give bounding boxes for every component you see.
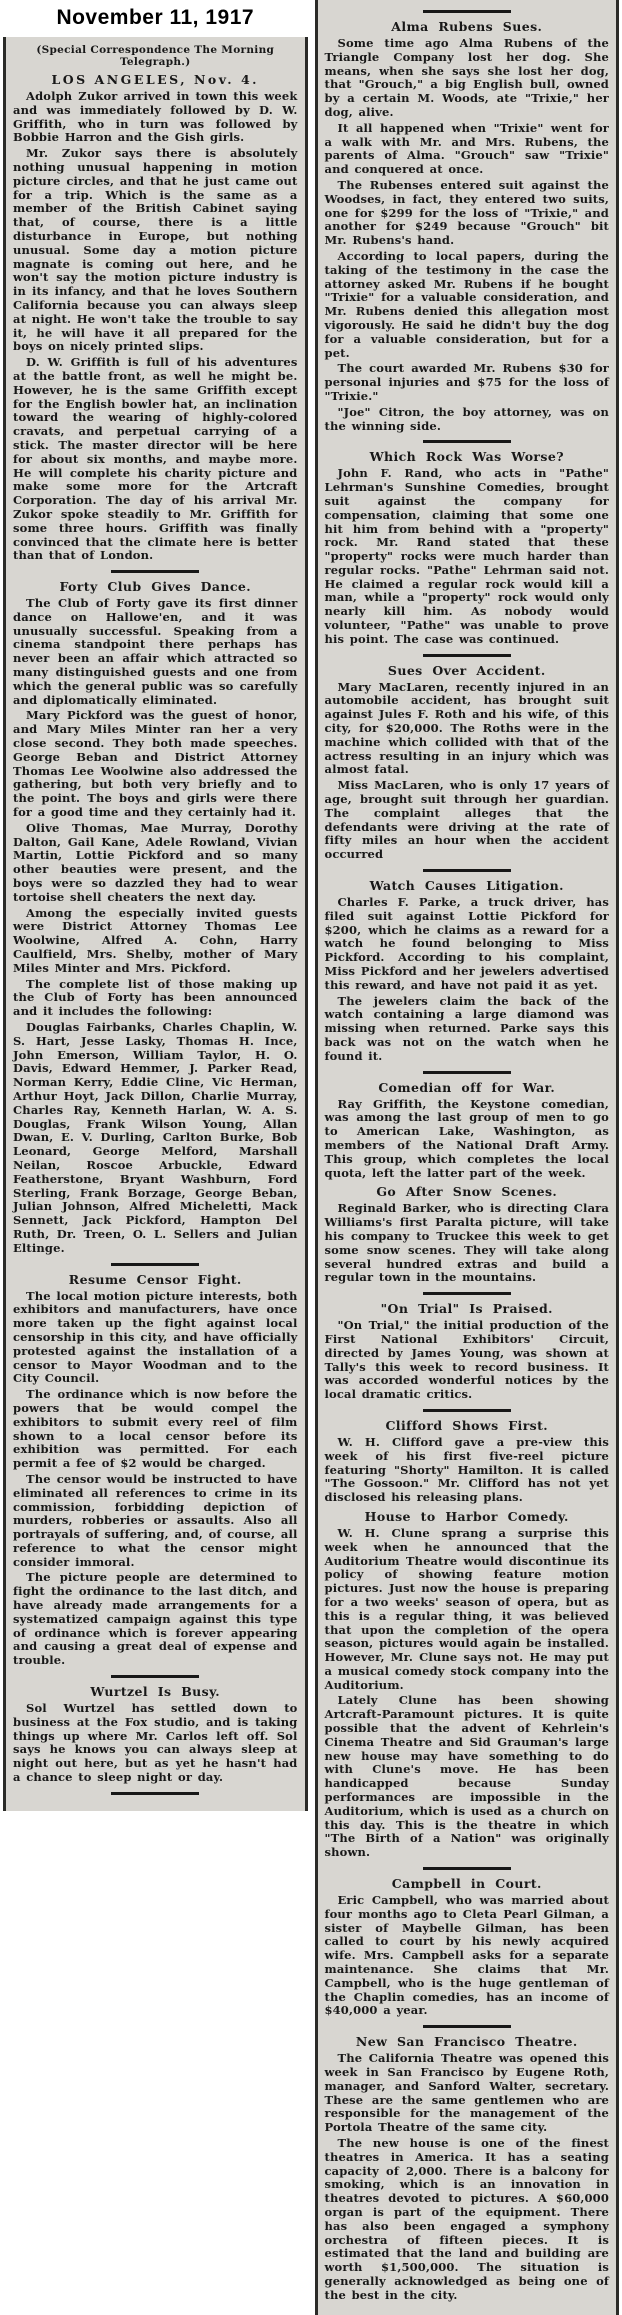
- article-paragraph: Olive Thomas, Mae Murray, Dorothy Dalton, Gail Kane, Adele Rowland, Vivian Martin, Lottie Pickford and so many other beauties were present, and the boys were so dazzled they had to wear tortoise shell cheaters the next day.: [13, 820, 298, 904]
- left-column-clipping: [3, 37, 308, 1811]
- section-divider: [423, 869, 511, 872]
- section-heading: Resume Censor Fight.: [68, 1271, 242, 1287]
- article-paragraph: The ordinance which is now before the powers that be would compel the exhibitors to submit every reel of film shown to a local censor before its exhibition was permitted. For each permit a fee of $2 would be charged.: [13, 1387, 298, 1471]
- left-column: [3, 0, 308, 2315]
- article-paragraph: The court awarded Mr. Rubens $30 for personal injuries and $75 for the loss of "Trixie.": [324, 361, 609, 403]
- right-column: [315, 0, 620, 2315]
- section-heading: Clifford Shows First.: [385, 1417, 549, 1433]
- article-paragraph: W. H. Clune sprang a surprise this week when he announced that the Auditorium Theatre would discontinue its policy of showing feature motion pictures. Just now the house is preparing for a two weeks' season of opera, but as this is a regular thing, it was believed that upon the completion of the opera season, pictures would again be installed. However, Mr. Clune says not. He may put a musical comedy stock company into the Auditorium.: [324, 1525, 609, 1692]
- section-heading: "On Trial" Is Praised.: [380, 1301, 553, 1317]
- article-paragraph: The picture people are determined to fight the ordinance to the last ditch, and have already made arrangements for a systematized campaign against this type of ordinance which is forever appearing and causing a great deal of expense and trouble.: [13, 1570, 298, 1668]
- article-paragraph: Sol Wurtzel has settled down to business at the Fox studio, and is taking things up where Mr. Carlos left off. Sol says he knows you can always sleep at night out here, but as yet he hasn't had a chance to sleep night or day.: [13, 1701, 298, 1785]
- article-paragraph: Adolph Zukor arrived in town this week and was immediately followed by D. W. Griffith, who in turn was followed by Bobbie Harron and the Gish girls.: [13, 89, 298, 145]
- section-heading: Sues Over Accident.: [387, 662, 546, 678]
- article-paragraph: "On Trial," the initial production of the First National Exhibitors' Circuit, directed by James Young, was shown at Tally's this week to record business. It was accorded wonderful notices by the local dramatic critics.: [324, 1318, 609, 1402]
- article-paragraph: John F. Rand, who acts in "Pathe" Lehrman's Sunshine Comedies, brought suit against the company for compensation, claiming that some one hit him from behind with a "property" rock. Mr. Rand stated that these "property" rocks were much harder than regular rocks. "Pathe" Lehrman said not. He claimed a regular rock would kill a man, while a "property" rock would only nearly kill him. As nobody would volunteer, "Pathe" was unable to prove his point. The case was continued.: [324, 466, 609, 646]
- section-heading: Wurtzel Is Busy.: [90, 1684, 221, 1700]
- section-divider: [111, 1792, 199, 1795]
- article-paragraph: Ray Griffith, the Keystone comedian, was among the last group of men to go to American Lake, Washington, as members of the National Draft Army. This group, which completes the local quota, left the latter part of the week.: [324, 1096, 609, 1180]
- section-heading: Which Rock Was Worse?: [369, 449, 564, 465]
- section-divider: [423, 1867, 511, 1870]
- article-paragraph: The Rubenses entered suit against the Woodses, in fact, they entered two suits, one for $299 for the loss of "Trixie," and another for $249 because "Grouch" bit Mr. Rubens's hand.: [324, 177, 609, 248]
- section-heading: Watch Causes Litigation.: [369, 878, 564, 894]
- article-paragraph: Reginald Barker, who is directing Clara Williams's first Paralta picture, will take his company to Truckee this week to get some snow scenes. They will take along several hundred extras and build a regular town in the mountains.: [324, 1201, 609, 1285]
- article-paragraph: Miss MacLaren, who is only 17 years of age, brought suit through her guardian. The complaint alleges that the defendants were driving at the rate of fifty miles an hour when the accident occurred: [324, 778, 609, 862]
- article-paragraph: Douglas Fairbanks, Charles Chaplin, W. S. Hart, Jesse Lasky, Thomas H. Ince, John Emerson, William Taylor, H. O. Davis, Edward Hemmer, J. Parker Read, Norman Kerry, Eddie Cline, Vic Herman, Arthur Hoyt, Jack Dillon, Charlie Murray, Charles Ray, Kenneth Harlan, W. A. S. Douglas, Frank Wilson Young, Allan Dwan, E. V. Durling, Carlton Burke, Bob Leonard, George Melford, Marshall Neilan, Roscoe Arbuckle, Edward Featherstone, Bryant Washburn, Ford Sterling, Frank Borzage, George Beban, Julian Johnson, Alfred Micheletti, Mack Sennett, Jack Pickford, Hampton Del Ruth, Dr. Treen, O. L. Sellers and Julian Eltinge.: [13, 1020, 298, 1255]
- page-title: November 11, 1917: [56, 6, 255, 29]
- section-divider: [111, 1263, 199, 1266]
- article-paragraph: W. H. Clifford gave a pre-view this week of his first five-reel picture featuring "Shorty" Hamilton. It is called "The Gossoon." Mr. Clifford has not yet disclosed his releasing plans.: [324, 1434, 609, 1505]
- section-divider: [423, 1292, 511, 1295]
- right-column-clipping: [315, 0, 620, 2315]
- section-heading: House to Harbor Comedy.: [364, 1508, 569, 1524]
- section-heading: New San Francisco Theatre.: [355, 2034, 578, 2050]
- article-paragraph: The local motion picture interests, both exhibitors and manufacturers, have once more taken up the fight against local censorship in this city, and have officially protested against the installation of a censor to Mayor Woodman and to the City Council.: [13, 1288, 298, 1386]
- article-paragraph: Eric Campbell, who was married about four months ago to Cleta Pearl Gilman, a sister of Maybelle Gilman, has been called to court by his newly acquired wife. Mrs. Campbell asks for a separate maintenance. She claims that Mr. Campbell, who is the huge gentleman of the Chaplin comedies, has an income of $40,000 a year.: [324, 1893, 609, 2018]
- dateline: LOS ANGELES, Nov. 4.: [51, 72, 259, 87]
- article-paragraph: According to local papers, during the taking of the testimony in the case the attorney asked Mr. Rubens if he bought "Trixie" for a valuable consideration, and Mr. Rubens denied this allegation most vigorously. He said he didn't buy the dog for a valuable consideration, but for a pet.: [324, 248, 609, 360]
- correspondence-line: (Special Correspondence The Morning Telegraph.): [36, 44, 275, 68]
- section-divider: [423, 2025, 511, 2028]
- section-divider: [423, 10, 511, 13]
- left-sections-container: [13, 90, 298, 1795]
- article-paragraph: The new house is one of the finest theatres in America. It has a seating capacity of 2,000. There is a balcony for smoking, which is an innovation in theatres devoted to pictures. A $60,000 organ is part of the equipment. There has also been engaged a symphony orchestra of fifteen pieces. It is estimated that the land and building are worth $1,500,000. The situation is generally acknowledged as being one of the best in the city.: [324, 2136, 609, 2302]
- section-divider: [423, 440, 511, 443]
- section-divider: [111, 570, 199, 573]
- section-heading: Go After Snow Scenes.: [376, 1184, 558, 1200]
- article-paragraph: The complete list of those making up the Club of Forty has been announced and it includes the following:: [13, 976, 298, 1019]
- article-paragraph: Some time ago Alma Rubens of the Triangle Company lost her dog. She means, when she says she lost her dog, that "Grouch," a big English bull, owned by a certain M. Woods, ate "Trixie," her dog, alive.: [324, 36, 609, 119]
- section-divider: [423, 654, 511, 657]
- article-paragraph: The California Theatre was opened this week in San Francisco by Eugene Roth, manager, and Sanford Walter, secretary. These are the same gentlemen who are responsible for the management of the Portola Theatre of the same city.: [324, 2051, 609, 2135]
- article-paragraph: Among the especially invited guests were District Attorney Thomas Lee Woolwine, Alfred A. Cohn, Harry Caulfield, Mrs. Shelby, mother of Mary Miles Minter and Mrs. Pickford.: [13, 905, 298, 975]
- article-paragraph: D. W. Griffith is full of his adventures at the battle front, as well he might be. However, he is the same Griffith except for the English bowler hat, an inclination toward the wearing of highly-colored cravats, and perpetual carrying of a stick. The master director will be here for about six months, and maybe more. He will complete his charity picture and make some more for the Artcraft Corporation. The day of his arrival Mr. Zukor spoke steadily to Mr. Griffith for some three hours. Griffith was finally convinced that the climate here is better than that of London.: [13, 355, 298, 563]
- article-paragraph: Mary Pickford was the guest of honor, and Mary Miles Minter ran her a very close second. They both made speeches. George Beban and District Attorney Thomas Lee Woolwine also addressed the gathering, but both very briefly and to the point. The boys and girls were there for a good time and they certainly had it.: [13, 708, 298, 820]
- right-sections-container: [325, 10, 610, 2303]
- section-divider: [423, 1409, 511, 1412]
- article-paragraph: "Joe" Citron, the boy attorney, was on the winning side.: [324, 404, 609, 433]
- article-paragraph: Mr. Zukor says there is absolutely nothing unusual happening in motion picture circles, and that he just came out for a trip. Which is the same as a member of the British Cabinet saying that, of course, there is a little disturbance in Europe, but nothing unusual. Some day a motion picture magnate is coming out here, and he won't say the motion picture industry is in its infancy, and that he loves Southern California because you can always sleep at night. He won't take the trouble to say it, he will have it all prepared for the boys on nicely printed slips.: [13, 146, 298, 354]
- section-heading: Alma Rubens Sues.: [391, 19, 543, 34]
- article-paragraph: The jewelers claim the back of the watch containing a large diamond was missing when returned. Parke says this back was not on the watch when he found it.: [324, 993, 609, 1063]
- article-paragraph: Lately Clune has been showing Artcraft-Paramount pictures. It is quite possible that the advent of Kehrlein's Cinema Theatre and Sid Grauman's large new house may have something to do with Clune's move. He has been handicapped because Sunday performances are impossible in the Auditorium, which is used as a church on this day. This is the theatre in which "The Birth of a Nation" was originally shown.: [324, 1693, 609, 1860]
- article-paragraph: Mary MacLaren, recently injured in an automobile accident, has brought suit against Jules F. Roth and his wife, of this city, for $20,000. The Roths were in the machine which collided with that of the actress resulting in an injury which was almost fatal.: [324, 679, 609, 777]
- section-heading: Campbell in Court.: [391, 1876, 542, 1892]
- section-divider: [423, 1071, 511, 1074]
- section-heading: Forty Club Gives Dance.: [59, 579, 252, 595]
- article-paragraph: The censor would be instructed to have eliminated all references to crime in its commission, forbidding depiction of murders, robberies or assaults. Also all portrayals of suffering, and, of course, all reference to what the censor might consider immoral.: [13, 1471, 298, 1569]
- section-divider: [111, 1675, 199, 1678]
- article-paragraph: It all happened when "Trixie" went for a walk with Mr. and Mrs. Rubens, the parents of Alma. "Grouch" saw "Trixie" and conquered at once.: [324, 120, 609, 177]
- article-paragraph: The Club of Forty gave its first dinner dance on Hallowe'en, and it was unusually successful. Speaking from a cinema standpoint there perhaps has never been an affair which attracted so many distinguished guests and one from which the general public was so carefully and diplomatically eliminated.: [13, 596, 298, 707]
- article-paragraph: Charles F. Parke, a truck driver, has filed suit against Lottie Pickford for $200, which he claims as a reward for a watch he found belonging to Miss Pickford. According to his complaint, Miss Pickford and her jewelers advertised this reward, and have not paid it as yet.: [324, 895, 609, 992]
- section-heading: Comedian off for War.: [378, 1079, 556, 1095]
